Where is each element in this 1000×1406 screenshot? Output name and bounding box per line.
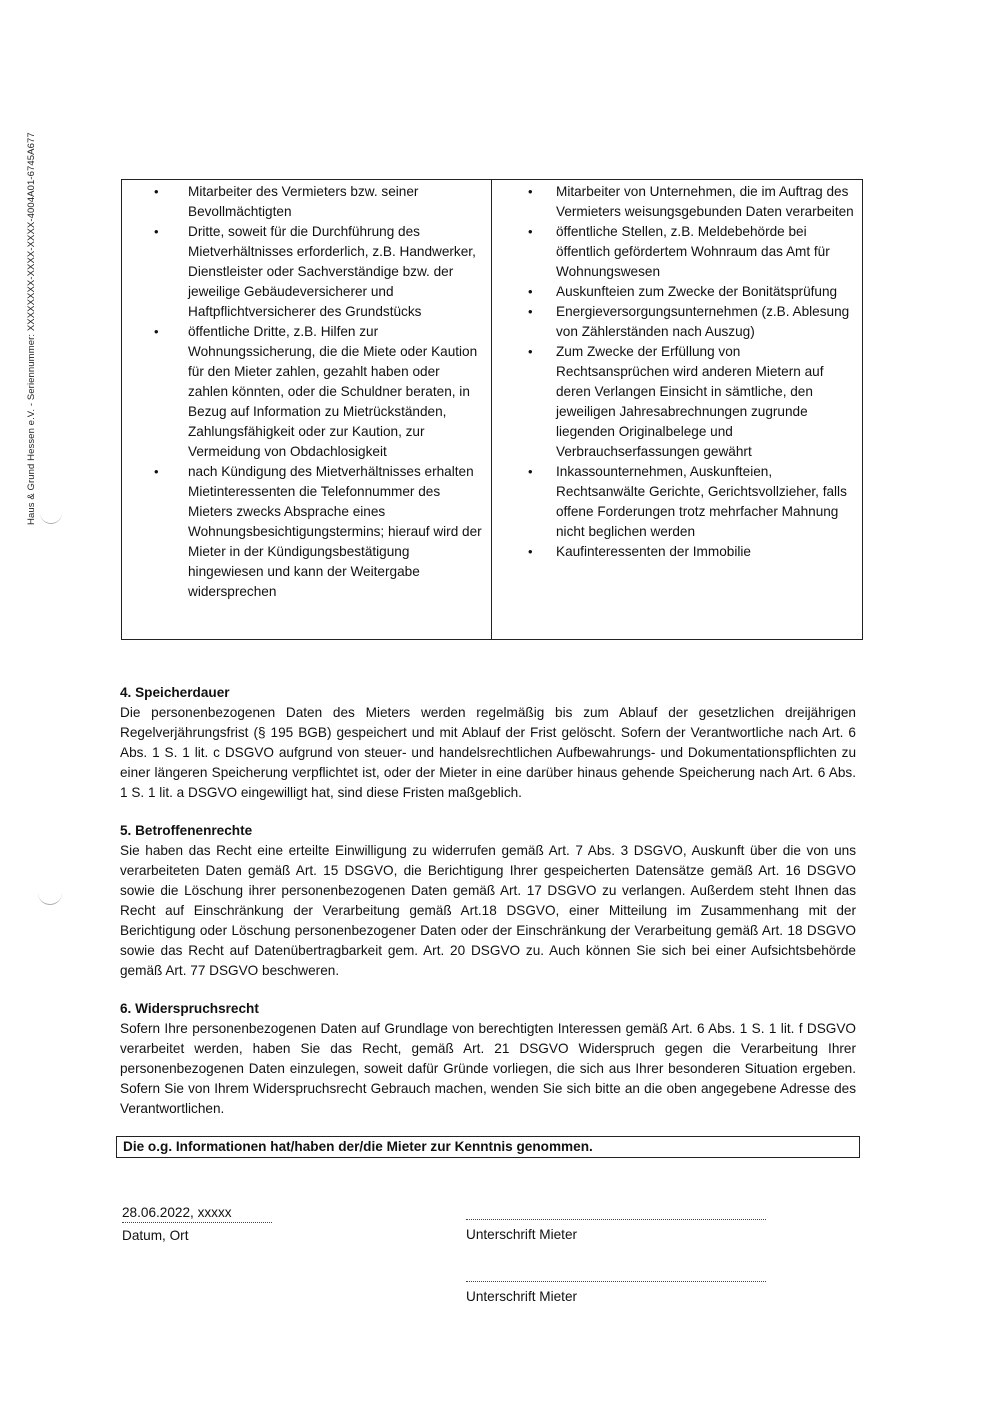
recipient-text: öffentliche Stellen, z.B. Meldebehörde bei öffentlich gefördertem Wohnraum das Amt für Wohnungswesen [556, 224, 830, 279]
bullet-icon: • [528, 544, 533, 559]
recipients-left-column [122, 180, 492, 639]
bullet-icon: • [528, 224, 533, 239]
recipient-text: öffentliche Dritte, z.B. Hilfen zur Wohnungssicherung, die die Miete oder Kaution für den Mieter zahlen, gezahlt haben oder zahlen könnten, oder die Schuldner beraten, in Bezug auf Information zu Mietrückständen, Zahlungsfähigkeit oder zur Kaution, zur Vermeidung von Obdachlosigkeit [188, 324, 478, 459]
recipient-item [122, 462, 483, 602]
recipients-right-column [492, 180, 862, 639]
bullet-icon: • [154, 224, 159, 239]
recipient-item [122, 222, 483, 322]
acknowledgement-box: Die o.g. Informationen hat/haben der/die Mieter zur Kenntnis genommen. [116, 1136, 860, 1158]
recipient-text: Energieversorgungsunternehmen (z.B. Ablesung von Zählerständen nach Auszug) [556, 304, 850, 339]
recipients-right-list [492, 182, 854, 562]
section-title: 6. Widerspruchsrecht [120, 1001, 259, 1016]
section-title: 4. Speicherdauer [120, 685, 230, 700]
bullet-icon: • [154, 324, 159, 339]
section-body: Sie haben das Recht eine erteilte Einwilligung zu widerrufen gemäß Art. 7 Abs. 3 DSGVO, Auskunft über die von uns verarbeiteten Daten gemäß Art. 15 DSGVO, die Berichtigung Ihrer gespeicherten Datensätze gemäß Art. 16 DSGVO sowie die Löschung ihrer personenbezogenen Daten gemäß Art. 17 DSGVO zu verlangen. Außerdem steht Ihnen das Recht auf Einschränkung der Verarbeitung gemäß Art.18 DSGVO, einer Mitteilung im Zusammenhang mit der Berichtigung oder Löschung personenbezogener Daten oder der Einschränkung der Verarbeitung gemäß Art. 18 DSGVO sowie das Recht auf Datenübertragbarkeit gem. Art. 20 DSGVO zu. Auch können Sie sich bei einer Aufsichtsbehörde gemäß Art. 77 DSGVO beschweren. [120, 843, 856, 978]
tenant-signature-line-1 [466, 1219, 766, 1220]
bullet-icon: • [528, 464, 533, 479]
punch-mark-top [40, 505, 62, 524]
recipients-table [121, 179, 863, 640]
recipient-item [492, 462, 854, 542]
recipient-item [492, 182, 854, 222]
recipient-item [492, 542, 854, 562]
tenant-signature-label-1: Unterschrift Mieter [466, 1227, 578, 1242]
section-storage-duration [120, 683, 856, 803]
recipients-left-list [122, 182, 483, 602]
recipient-item [122, 182, 483, 222]
serial-number-sidebar: Haus & Grund Hessen e.V. - Seriennummer: XXXXXXXX-XXXX-XXXX-4004A01-6745A677 [26, 132, 37, 525]
recipient-text: Dritte, soweit für die Durchführung des Mietverhältnisses erforderlich, z.B. Handwerker, Dienstleister oder Sachverständige bzw. der jeweilige Gebäudeversicherer und Haftpflichtversicherer des Grundstücks [188, 224, 476, 319]
section-body: Sofern Ihre personenbezogenen Daten auf Grundlage von berechtigten Interessen gemäß Art. 6 Abs. 1 S. 1 lit. f DSGVO verarbeitet werden, haben Sie das Recht, gemäß Art. 21 DSGVO Widerspruch gegen die Verarbeitung Ihrer personenbezogenen Daten einzulegen, soweit dafür Gründe vorliegen, die sich aus Ihrer besonderen Situation ergeben. Sofern Sie von Ihrem Widerspruchsrecht Gebrauch machen, wenden Sie sich bitte an die oben angegebene Adresse des Verantwortlichen. [120, 1021, 856, 1116]
bullet-icon: • [528, 304, 533, 319]
section-data-subject-rights [120, 821, 856, 981]
bullet-icon: • [154, 184, 159, 199]
recipient-text: Kaufinteressenten der Immobilie [556, 544, 751, 559]
section-body: Die personenbezogenen Daten des Mieters werden regelmäßig bis zum Ablauf der gesetzlichen dreijährigen Regelverjährungsfrist (§ 195 BGB) gespeichert und mit Ablauf der Frist gelöscht. Sofern der Verantwortliche nach Art. 6 Abs. 1 S. 1 lit. c DSGVO aufgrund von steuer- und handelsrechtlichen Aufbewahrungs- und Dokumentationspflichten zu einer längeren Speicherung verpflichtet ist, oder der Mieter in eine darüber hinaus gehende Speicherung nach Art. 6 Abs. 1 S. 1 lit. a DSGVO eingewilligt hat, sind diese Fristen maßgeblich. [120, 705, 856, 800]
bullet-icon: • [528, 184, 533, 199]
recipient-text: Zum Zwecke der Erfüllung von Rechtsansprüchen wird anderen Mietern auf deren Verlangen Einsicht in sämtliche, den jeweiligen Jahresabrechnungen zugrunde liegenden Originalbelege und Verbrauchserfassungen gewährt [556, 344, 824, 459]
section-title: 5. Betroffenenrechte [120, 823, 253, 838]
recipient-text: nach Kündigung des Mietverhältnisses erhalten Mietinteressenten die Telefonnummer des Mieters zwecks Absprache eines Wohnungsbesichtigungstermins; hierauf wird der Mieter in der Kündigungsbestätigung hingewiesen und kann der Weitergabe widersprechen [188, 464, 482, 599]
date-place-field: 28.06.2022, xxxxx [122, 1204, 272, 1223]
recipient-text: Inkassounternehmen, Auskunfteien, Rechtsanwälte Gerichte, Gerichtsvollzieher, falls offene Forderungen trotz mehrfacher Mahnung nicht beglichen werden [556, 464, 847, 539]
recipient-item [492, 222, 854, 282]
recipient-text: Mitarbeiter des Vermieters bzw. seiner Bevollmächtigten [188, 184, 419, 219]
punch-mark-middle [38, 890, 62, 905]
recipient-item [492, 302, 854, 342]
tenant-signature-line-2 [466, 1281, 766, 1282]
tenant-signature-label-2: Unterschrift Mieter [466, 1289, 578, 1304]
recipient-text: Auskunfteien zum Zwecke der Bonitätsprüfung [556, 284, 838, 299]
bullet-icon: • [528, 284, 533, 299]
recipient-text: Mitarbeiter von Unternehmen, die im Auftrag des Vermieters weisungsgebunden Daten verarbeiten [556, 184, 854, 219]
bullet-icon: • [154, 464, 159, 479]
recipient-item [122, 322, 483, 462]
recipient-item [492, 342, 854, 462]
date-place-label: Datum, Ort [122, 1228, 189, 1243]
section-right-to-object [120, 999, 856, 1119]
recipient-item [492, 282, 854, 302]
bullet-icon: • [528, 344, 533, 359]
